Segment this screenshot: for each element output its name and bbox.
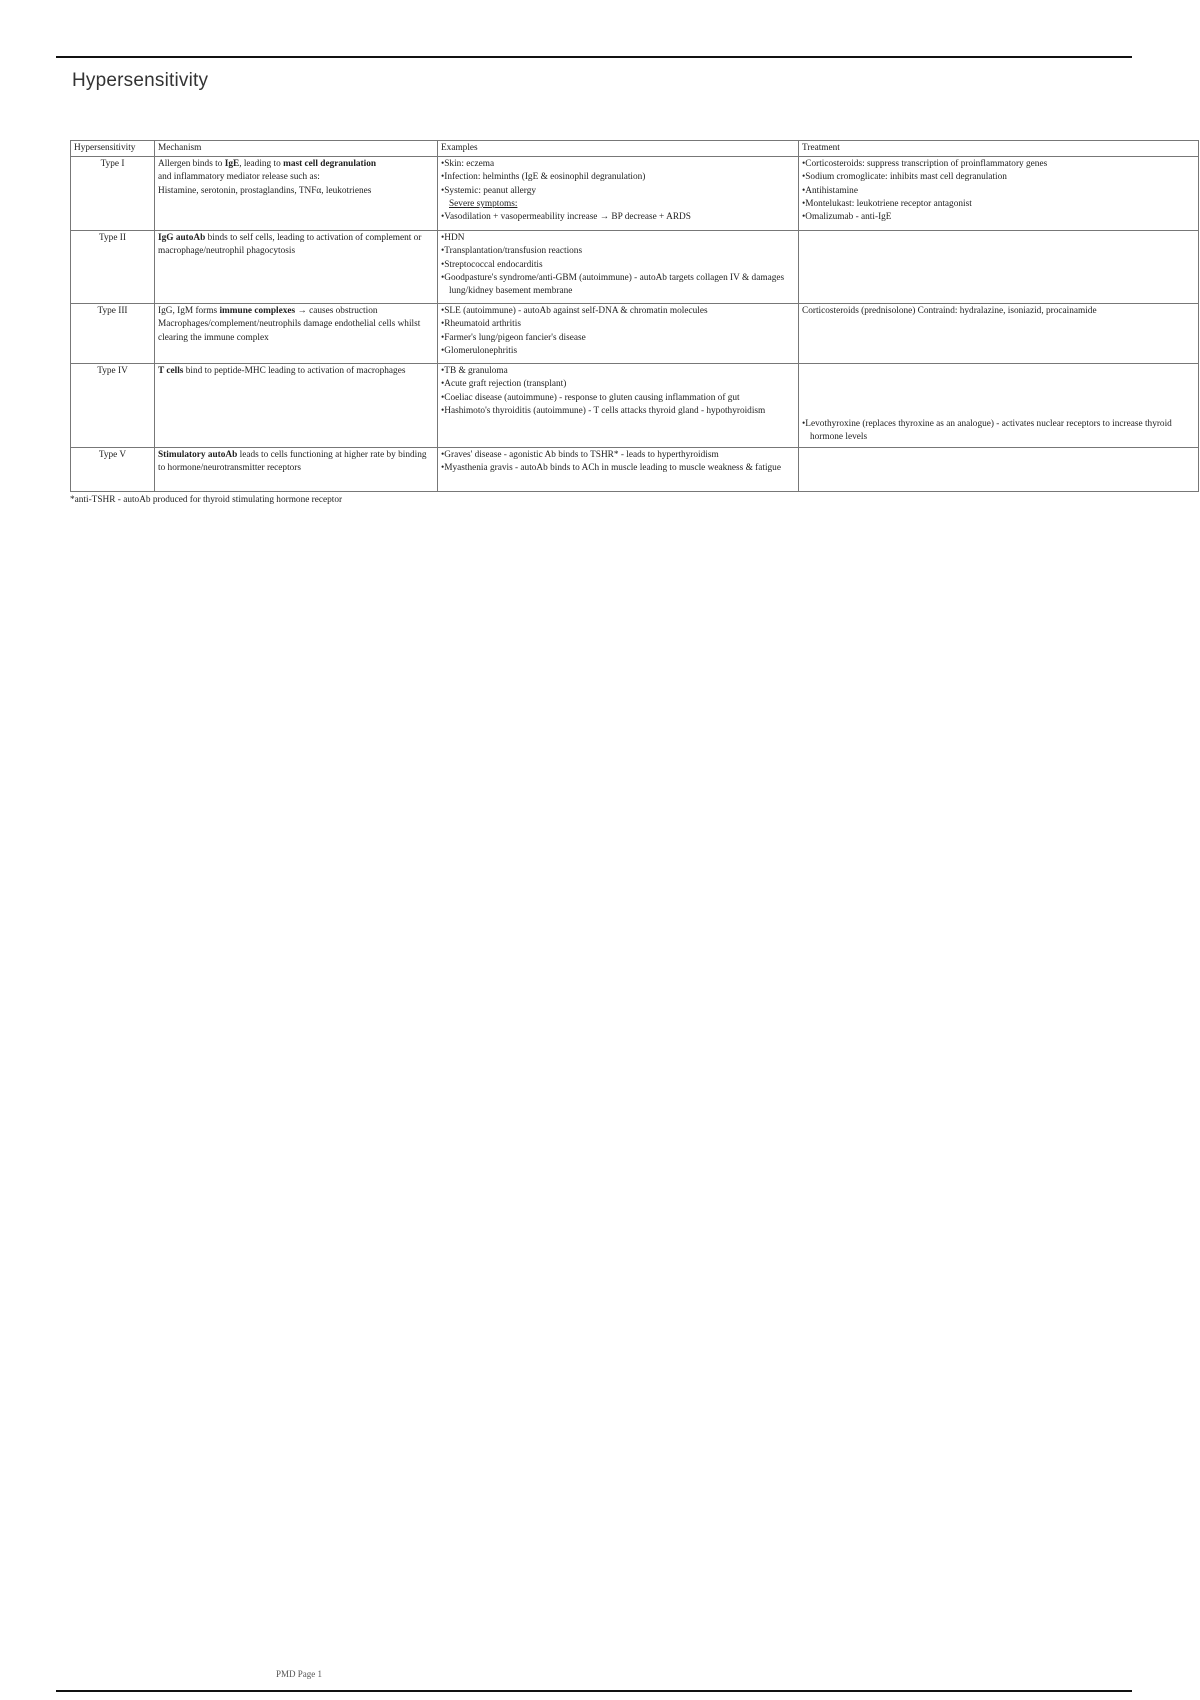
top-rule <box>56 56 1132 58</box>
page-title: Hypersensitivity <box>72 70 209 91</box>
mechanism-keyword: IgE <box>224 159 240 170</box>
page-footer: PMD Page 1 <box>276 1669 323 1679</box>
list-item: • Infection: helminths (IgE & eosinophil degranulation) <box>441 171 795 184</box>
examples-cell <box>438 304 799 364</box>
list-item: • SLE (autoimmune) - autoAb against self-DNA & chromatin molecules <box>441 305 795 318</box>
table-row <box>71 364 1199 448</box>
mechanism-keyword: IgG autoAb <box>158 233 206 244</box>
mechanism-text: leads to cells functioning at higher rate by binding to hormone/neurotransmitter receptors <box>158 450 427 474</box>
list-item: • Farmer's lung/pigeon fancier's disease <box>441 332 795 345</box>
examples-cell <box>438 448 799 492</box>
mechanism-text: IgG, IgM forms <box>158 306 220 317</box>
list-item: • Hashimoto's thyroiditis (autoimmune) - T cells attacks thyroid gland - hypothyroidism <box>441 405 795 418</box>
mechanism-text: bind to peptide-MHC leading to activation of macrophages <box>183 366 406 377</box>
mechanism-keyword: immune complexes <box>219 306 296 317</box>
treatment-text: Corticosteroids (prednisolone) Contraind: hydralazine, isoniazid, procainamide <box>802 306 1097 317</box>
table-row <box>71 231 1199 304</box>
list-item: • Coeliac disease (autoimmune) - response to gluten causing inflammation of gut <box>441 392 795 405</box>
mechanism-text: Allergen binds to <box>158 159 225 170</box>
list-item: • TB & granuloma <box>441 365 795 378</box>
mechanism-cell <box>155 364 438 448</box>
type-cell: Type IV <box>71 364 155 448</box>
list-item: • Levothyroxine (replaces thyroxine as an analogue) - activates nuclear receptors to increase thyroid hormone levels <box>802 418 1195 444</box>
type-cell: Type III <box>71 304 155 364</box>
mechanism-cell <box>155 448 438 492</box>
type-cell: Type II <box>71 231 155 304</box>
header-hypersensitivity: Hypersensitivity <box>71 141 155 157</box>
treatment-cell <box>799 364 1199 448</box>
list-item: • Transplantation/transfusion reactions <box>441 245 795 258</box>
mechanism-keyword: Stimulatory autoAb <box>158 450 238 461</box>
mechanism-text: Macrophages/complement/neutrophils damage endothelial cells whilst clearing the immune complex <box>158 319 421 343</box>
treatment-cell <box>799 448 1199 492</box>
list-item: • Montelukast: leukotriene receptor antagonist <box>802 198 1195 211</box>
mechanism-text: Histamine, serotonin, prostaglandins, TNFα, leukotrienes <box>158 185 372 196</box>
list-item: • Goodpasture's syndrome/anti-GBM (autoimmune) - autoAb targets collagen IV & damages lung/kidney basement membrane <box>441 272 795 298</box>
bottom-rule <box>56 1690 1132 1692</box>
list-item: • Vasodilation + vasopermeability increase → BP decrease + ARDS <box>441 211 795 224</box>
mechanism-text: and inflammatory mediator release such as: <box>158 172 320 183</box>
subheading: Severe symptoms: <box>449 198 518 209</box>
mechanism-text: → causes obstruction <box>295 306 378 317</box>
header-examples: Examples <box>438 141 799 157</box>
examples-cell <box>438 157 799 231</box>
treatment-cell <box>799 157 1199 231</box>
header-mechanism: Mechanism <box>155 141 438 157</box>
mechanism-cell <box>155 231 438 304</box>
examples-cell <box>438 231 799 304</box>
list-item: • Omalizumab - anti-IgE <box>802 211 1195 224</box>
table-row <box>71 448 1199 492</box>
mechanism-cell <box>155 157 438 231</box>
type-cell: Type V <box>71 448 155 492</box>
list-item: • Rheumatoid arthritis <box>441 318 795 331</box>
list-item: • HDN <box>441 232 795 245</box>
table-header-row <box>71 141 1199 157</box>
list-item: • Graves' disease - agonistic Ab binds to TSHR* - leads to hyperthyroidism <box>441 449 795 462</box>
list-item: • Acute graft rejection (transplant) <box>441 378 795 391</box>
mechanism-keyword: T cells <box>158 366 184 377</box>
list-item: • Skin: eczema <box>441 158 795 171</box>
footnote: *anti-TSHR - autoAb produced for thyroid stimulating hormone receptor <box>70 495 343 505</box>
mechanism-keyword: mast cell degranulation <box>283 159 377 170</box>
mechanism-text: , leading to <box>239 159 284 170</box>
list-item: • Sodium cromoglicate: inhibits mast cell degranulation <box>802 171 1195 184</box>
table-row <box>71 304 1199 364</box>
list-item: • Streptococcal endocarditis <box>441 259 795 272</box>
examples-cell <box>438 364 799 448</box>
mechanism-text: binds to self cells, leading to activation of complement or macrophage/neutrophil phagocytosis <box>158 233 422 257</box>
list-item: • Corticosteroids: suppress transcription of proinflammatory genes <box>802 158 1195 171</box>
header-treatment: Treatment <box>799 141 1199 157</box>
list-item: • Antihistamine <box>802 185 1195 198</box>
hypersensitivity-table <box>70 140 1199 492</box>
list-item: • Systemic: peanut allergy <box>441 185 795 198</box>
table-row <box>71 157 1199 231</box>
list-item: • Glomerulonephritis <box>441 345 795 358</box>
list-item: • Myasthenia gravis - autoAb binds to ACh in muscle leading to muscle weakness & fatigue <box>441 462 795 475</box>
mechanism-cell <box>155 304 438 364</box>
treatment-cell <box>799 304 1199 364</box>
type-cell: Type I <box>71 157 155 231</box>
treatment-cell <box>799 231 1199 304</box>
